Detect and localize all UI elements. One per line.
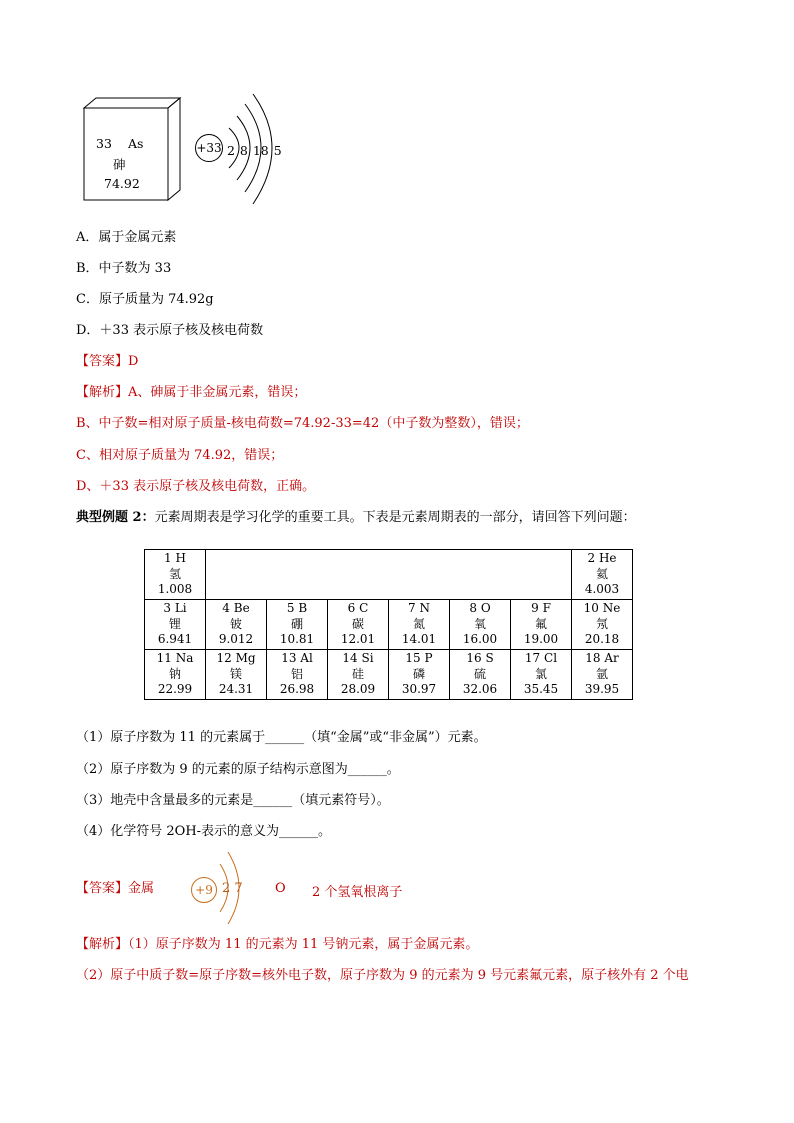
cell-mass: 12.01 xyxy=(340,632,376,647)
table-cell xyxy=(572,550,633,600)
table-cell xyxy=(511,650,572,700)
cell-name: 镁 xyxy=(229,666,242,681)
cell-symbol: B xyxy=(298,601,308,616)
cell-symbol: N xyxy=(419,601,430,616)
table-cell xyxy=(145,600,206,650)
analysis-tag: 【解析】 xyxy=(76,937,129,952)
subquestion-3: （3）地壳中含量最多的元素是______（填元素符号）。 xyxy=(76,793,390,808)
cell-mass: 30.97 xyxy=(401,682,437,697)
table-cell xyxy=(267,600,328,650)
answer-3: O xyxy=(275,881,286,896)
cell-num-sym xyxy=(145,551,205,567)
table-cell xyxy=(572,600,633,650)
table-cell xyxy=(145,650,206,700)
answer-value: D xyxy=(128,354,139,369)
cell-name: 氩 xyxy=(595,666,608,681)
cell-symbol: S xyxy=(485,651,494,666)
cell-number: 17 xyxy=(524,651,541,666)
q2-analysis-1 xyxy=(76,937,478,953)
cell-mass: 32.06 xyxy=(462,682,498,697)
cell-symbol: Mg xyxy=(235,651,256,666)
cell-name: 碳 xyxy=(351,616,364,631)
cell-symbol: He xyxy=(598,551,617,566)
cell-mass: 1.008 xyxy=(157,582,193,597)
cell-number: 3 xyxy=(163,601,171,616)
option-c: C．原子质量为 74.92g xyxy=(76,292,214,307)
cell-mass: 35.45 xyxy=(523,682,559,697)
table-cell xyxy=(206,650,267,700)
cell-number: 12 xyxy=(216,651,232,666)
q1-analysis-d: D、＋33 表示原子核及核电荷数，正确。 xyxy=(76,479,316,494)
table-cell xyxy=(328,600,389,650)
element-number: 33 xyxy=(96,136,112,151)
q2-label: 典型例题 2： xyxy=(76,510,155,525)
table-cell xyxy=(328,650,389,700)
answer-tag: 【答案】 xyxy=(76,354,129,369)
cell-number: 8 xyxy=(469,601,477,616)
option-b: B．中子数为 33 xyxy=(76,261,172,276)
cell-mass: 26.98 xyxy=(279,682,315,697)
q1-analysis-a xyxy=(76,385,306,401)
cell-name: 锂 xyxy=(168,616,181,631)
q1-analysis-c: C、相对原子质量为 74.92，错误； xyxy=(76,448,284,463)
option-d: D．＋33 表示原子核及核电荷数 xyxy=(76,323,264,338)
cell-symbol: O xyxy=(480,601,491,616)
table-cell xyxy=(450,600,511,650)
cell-num-sym xyxy=(206,651,266,667)
table-cell xyxy=(450,650,511,700)
periodic-table xyxy=(144,549,633,700)
cell-symbol: Al xyxy=(300,651,313,666)
cell-name: 磷 xyxy=(412,666,425,681)
cell-number: 9 xyxy=(531,601,539,616)
cell-mass: 39.95 xyxy=(584,682,620,697)
cell-symbol: P xyxy=(424,651,433,666)
cell-mass: 24.31 xyxy=(218,682,254,697)
cell-mass: 19.00 xyxy=(523,632,559,647)
cell-num-sym xyxy=(572,551,632,567)
q2-answer xyxy=(76,881,154,897)
cell-num-sym xyxy=(389,601,449,617)
cell-symbol: C xyxy=(359,601,369,616)
answer-nucleus: +9 xyxy=(191,877,217,903)
answer-1: 金属 xyxy=(128,881,155,896)
cell-name: 钠 xyxy=(168,666,181,681)
cell-name: 氮 xyxy=(412,616,425,631)
cell-name: 氦 xyxy=(595,566,608,581)
cell-number: 15 xyxy=(405,651,421,666)
cell-num-sym xyxy=(145,601,205,617)
cell-mass: 10.81 xyxy=(279,632,315,647)
cell-symbol: Si xyxy=(361,651,374,666)
cell-symbol: Na xyxy=(175,651,194,666)
cell-mass: 9.012 xyxy=(218,632,254,647)
cell-num-sym xyxy=(572,651,632,667)
cell-mass: 16.00 xyxy=(462,632,498,647)
cell-num-sym xyxy=(267,601,327,617)
cell-num-sym xyxy=(450,601,510,617)
table-cell xyxy=(572,650,633,700)
cell-number: 5 xyxy=(286,601,295,616)
cell-number: 10 xyxy=(583,601,599,616)
shell-electron-counts: 2 8 18 5 xyxy=(227,143,282,158)
subquestion-2: （2）原子序数为 9 的元素的原子结构示意图为______。 xyxy=(76,762,400,777)
element-mass: 74.92 xyxy=(104,176,140,191)
answer-4: 2 个氢氧根离子 xyxy=(312,885,403,900)
cell-number: 11 xyxy=(156,651,172,666)
analysis-text: （1）原子序数为 11 的元素为 11 号钠元素，属于金属元素。 xyxy=(128,937,479,952)
table-row xyxy=(145,650,633,700)
element-card-text xyxy=(84,104,182,202)
cell-number: 18 xyxy=(585,651,601,666)
table-cell xyxy=(145,550,206,600)
answer-shell-counts: 2 7 xyxy=(222,881,243,896)
table-cell xyxy=(389,650,450,700)
analysis-text: A、砷属于非金属元素，错误； xyxy=(128,385,307,400)
cell-symbol: Ar xyxy=(604,651,619,666)
q2-analysis-2: （2）原子中质子数=原子序数=核外电子数，原子序数为 9 的元素为 9 号元素氟元素，原子核外有 2 个电 xyxy=(76,968,689,983)
cell-name: 硫 xyxy=(473,666,486,681)
cell-num-sym xyxy=(267,651,327,667)
table-cell xyxy=(389,600,450,650)
cell-num-sym xyxy=(572,601,632,617)
cell-name: 氧 xyxy=(473,616,486,631)
analysis-tag: 【解析】 xyxy=(76,385,129,400)
cell-name: 氯 xyxy=(534,666,547,681)
cell-num-sym xyxy=(145,651,205,667)
cell-name: 硅 xyxy=(351,666,364,681)
table-row xyxy=(145,550,633,600)
q1-answer xyxy=(76,354,138,370)
cell-symbol: Li xyxy=(174,601,187,616)
cell-num-sym xyxy=(511,651,571,667)
subquestion-4: （4）化学符号 2OH-表示的意义为______。 xyxy=(76,824,332,839)
q2-stem-text: 元素周期表是学习化学的重要工具。下表是元素周期表的一部分，请回答下列问题： xyxy=(154,510,636,525)
cell-name: 氖 xyxy=(595,616,608,631)
q1-analysis-b: B、中子数=相对原子质量-核电荷数=74.92-33=42（中子数为整数），错误； xyxy=(76,416,529,431)
table-cell xyxy=(511,600,572,650)
cell-name: 硼 xyxy=(290,616,303,631)
cell-mass: 20.18 xyxy=(584,632,620,647)
cell-mass: 6.941 xyxy=(157,632,193,647)
cell-number: 2 xyxy=(587,551,596,566)
element-symbol: As xyxy=(128,136,144,151)
cell-number: 14 xyxy=(342,651,358,666)
table-gap xyxy=(206,550,572,600)
cell-num-sym xyxy=(450,651,510,667)
table-cell xyxy=(206,600,267,650)
cell-symbol: Cl xyxy=(544,651,558,666)
cell-symbol: Ne xyxy=(602,601,621,616)
cell-number: 16 xyxy=(466,651,482,666)
cell-name: 氟 xyxy=(534,616,547,631)
cell-name: 铝 xyxy=(290,666,303,681)
answer-tag: 【答案】 xyxy=(76,881,129,896)
cell-name: 铍 xyxy=(229,616,242,631)
cell-mass: 4.003 xyxy=(584,582,620,597)
table-row xyxy=(145,600,633,650)
cell-symbol: Be xyxy=(233,601,250,616)
cell-number: 1 xyxy=(164,551,172,566)
cell-symbol: H xyxy=(175,551,186,566)
cell-num-sym xyxy=(328,651,388,667)
cell-symbol: F xyxy=(542,601,551,616)
cell-mass: 22.99 xyxy=(157,682,193,697)
nucleus: +33 xyxy=(195,134,223,162)
cell-num-sym xyxy=(328,601,388,617)
cell-mass: 28.09 xyxy=(340,682,376,697)
table-cell xyxy=(267,650,328,700)
option-a: A．属于金属元素 xyxy=(76,230,177,245)
cell-number: 6 xyxy=(347,601,356,616)
element-name: 砷 xyxy=(113,157,126,172)
cell-number: 4 xyxy=(222,601,230,616)
cell-num-sym xyxy=(206,601,266,617)
cell-num-sym xyxy=(389,651,449,667)
cell-number: 7 xyxy=(408,601,416,616)
cell-number: 13 xyxy=(281,651,297,666)
cell-name: 氢 xyxy=(168,566,181,581)
q2-stem xyxy=(76,510,636,526)
cell-num-sym xyxy=(511,601,571,617)
subquestion-1: （1）原子序数为 11 的元素属于______（填“金属”或“非金属”）元素。 xyxy=(76,730,487,745)
cell-mass: 14.01 xyxy=(401,632,437,647)
